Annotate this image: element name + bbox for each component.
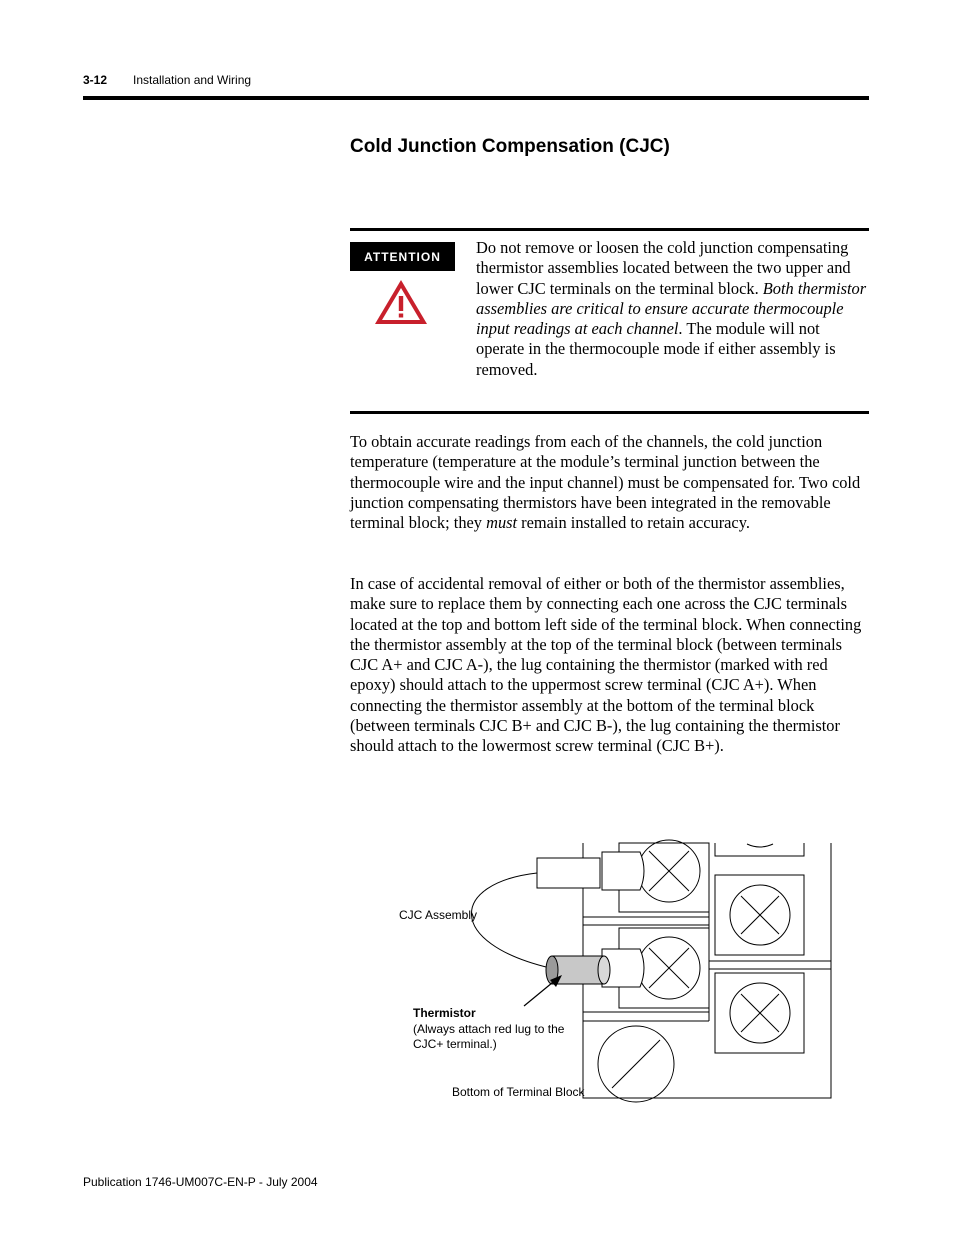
paragraph-1-after: remain installed to retain accuracy.: [517, 513, 750, 533]
publication-footer: Publication 1746-UM007C-EN-P - July 2004: [83, 1175, 318, 1189]
cjc-terminal-diagram: [390, 838, 840, 1108]
attention-text-part-1: Do not remove or loosen the cold junction compensating thermistor assemblies located between the two upper and lower CJC terminals on the terminal block.: [476, 238, 851, 298]
paragraph-1-before: To obtain accurate readings from each of the channels, the cold junction temperature (temperature at the module’s terminal junction between the thermocouple wire and the input channel) must be compensated for. Two cold junction compensating thermistors have been integrated in the removable terminal block; they: [350, 432, 861, 533]
page-number: 3-12: [83, 73, 108, 87]
terminal-block-drawing: [390, 838, 840, 1108]
thermistor-note-line-2: CJC+ terminal.): [413, 1037, 497, 1051]
running-header: [83, 73, 252, 87]
section-title: Installation and Wiring: [133, 73, 252, 87]
cjc-assembly-label: CJC Assembly: [399, 908, 478, 922]
attention-top-rule: [350, 228, 869, 231]
attention-text-part-2: . The module will not operate in the thermocouple mode if either assembly is removed.: [476, 319, 836, 379]
paragraph-replacement: In case of accidental removal of either or both of the thermistor assemblies, make sure to replace them by connecting each one across the CJC terminals located at the top and bottom left side of the terminal block. When connecting the thermistor assembly at the top of the terminal block (between terminals CJC A+ and CJC A-), the lug containing the thermistor (marked with red epoxy) should attach to the uppermost screw terminal (CJC A+). When connecting the thermistor assembly at the bottom of the terminal block (between terminals CJC B+ and CJC B-), the lug containing the thermistor should attach to the lowermost screw terminal (CJC B+).: [350, 574, 862, 756]
page-title: Cold Junction Compensation (CJC): [350, 136, 670, 157]
attention-badge: ATTENTION: [350, 242, 455, 271]
header-rule: [83, 96, 869, 100]
warning-triangle-icon: [373, 278, 429, 326]
thermistor-label: Thermistor: [413, 1006, 476, 1020]
attention-bottom-rule: [350, 411, 869, 414]
bottom-of-terminal-block-label: Bottom of Terminal Block: [452, 1085, 585, 1099]
paragraph-1-emphasis: must: [486, 513, 518, 533]
paragraph-accuracy: [350, 432, 872, 533]
attention-text-emphasis: Both thermistor assemblies are critical to ensure accurate thermocouple input readings at each channel: [476, 278, 867, 339]
attention-text: [476, 238, 872, 380]
thermistor-note-line-1: (Always attach red lug to the: [413, 1022, 565, 1036]
